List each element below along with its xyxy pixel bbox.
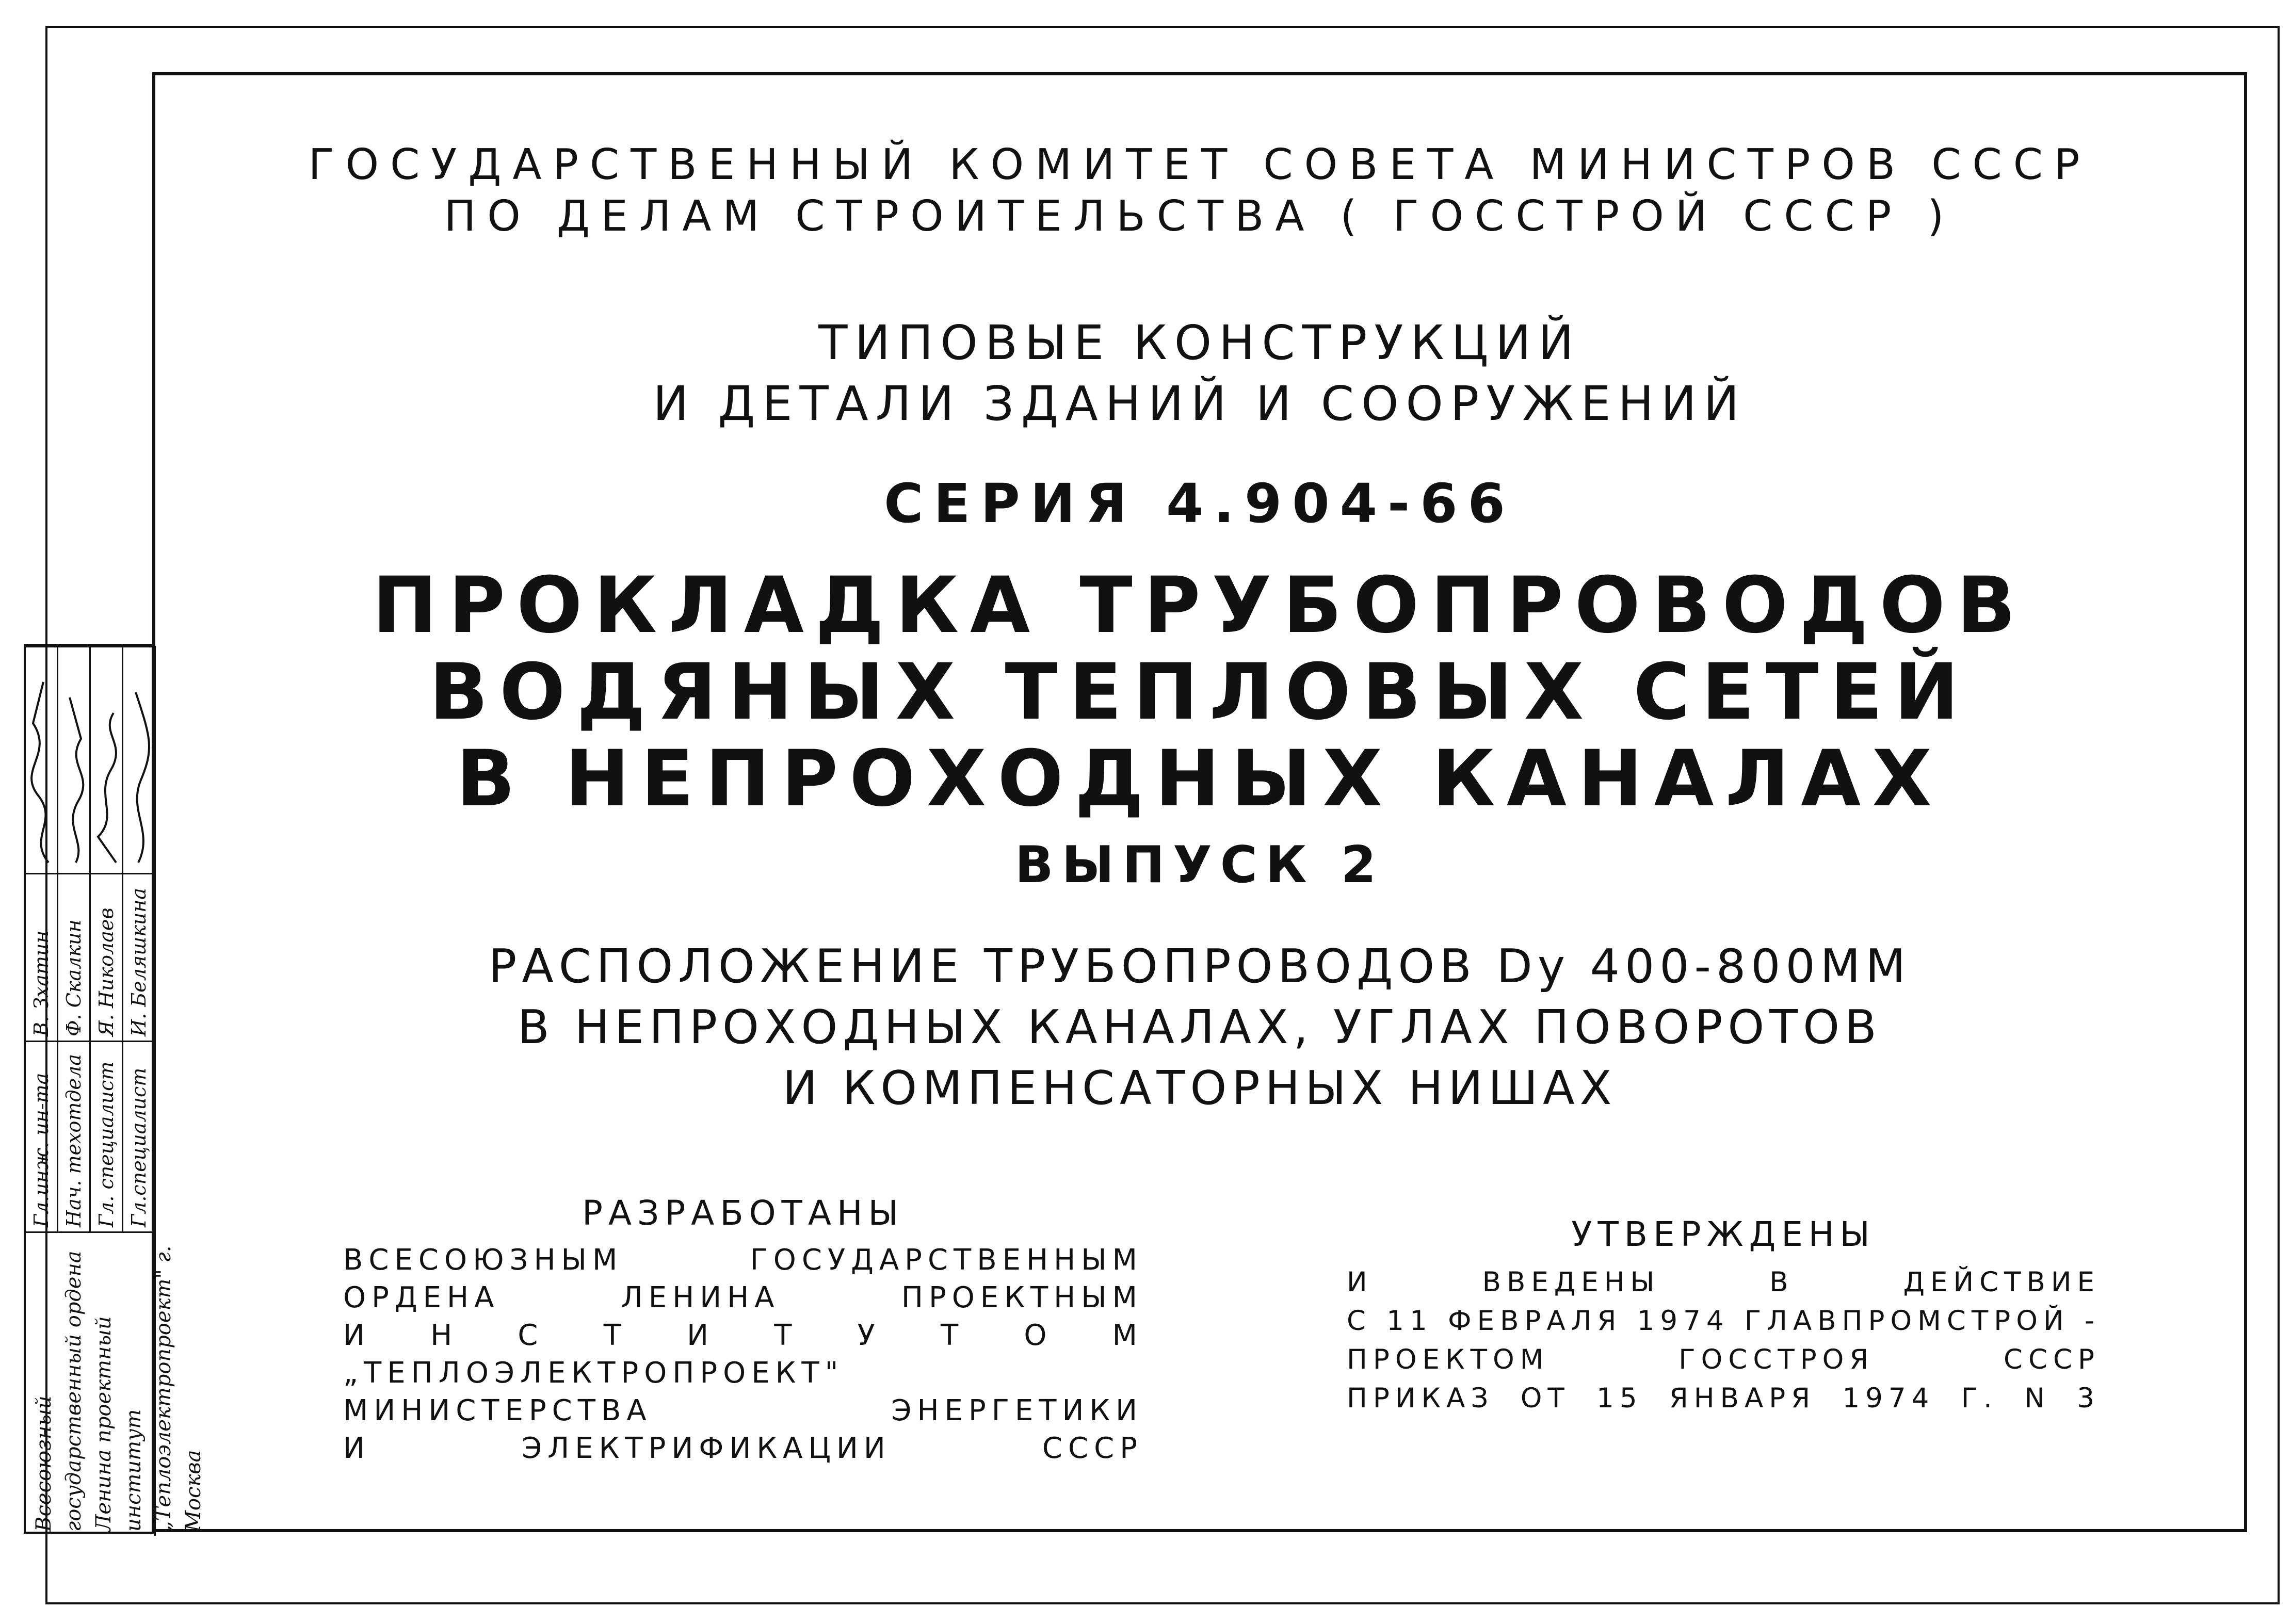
ministry-line-1: ГОСУДАРСТВЕННЫЙ КОМИТЕТ СОВЕТА МИНИСТРОВ СССР (308, 140, 2091, 189)
developed-line: И Н С Т И Т У Т О М (343, 1319, 1143, 1352)
approval-stamp (24, 644, 205, 1534)
subject-line-2: И ДЕТАЛИ ЗДАНИЙ И СООРУЖЕНИЙ (653, 376, 1747, 431)
developed-line: „ТЕПЛОЭЛЕКТРОПРОЕКТ" (343, 1356, 844, 1390)
approved-line: ПРОЕКТОМ ГОССТРОЯ СССР (1347, 1344, 2100, 1375)
stamp-name: Я. Николаев (91, 873, 123, 1041)
stamp-name: В. Зхатин (26, 873, 58, 1041)
stamp-signature (123, 646, 156, 873)
stamp-position: Гл.специалист (123, 1041, 156, 1231)
approved-line: ПРИКАЗ ОТ 15 ЯНВАРЯ 1974 Г. N 3 (1347, 1383, 2100, 1414)
stamp-name: Ф. Скалкин (58, 873, 91, 1041)
stamp-organization: Всесоюзный государственный ордена Ленина проектный институт „Теплоэлектропроект" г. Москва (26, 1231, 156, 1536)
description-line-1: РАСПОЛОЖЕНИЕ ТРУБОПРОВОДОВ Dу 400-800ММ (488, 939, 1911, 994)
approved-block (1347, 1215, 2100, 1418)
ministry-header (152, 139, 2247, 242)
document-title (152, 562, 2247, 822)
stamp-name: И. Беляшкина (123, 873, 156, 1041)
developed-by-block (343, 1194, 1143, 1467)
issue-description (152, 936, 2247, 1119)
subject-heading (152, 315, 2247, 432)
approved-line: С 11 ФЕВРАЛЯ 1974 ГЛАВПРОМСТРОЙ - (1347, 1305, 2100, 1337)
developed-line: МИНИСТЕРСТВА ЭНЕРГЕТИКИ (343, 1394, 1143, 1427)
ministry-line-2: ПО ДЕЛАМ СТРОИТЕЛЬСТВА ( ГОССТРОЙ СССР ) (444, 192, 1956, 241)
stamp-signature (58, 646, 91, 873)
title-line-3: В НЕПРОХОДНЫХ КАНАЛАХ (456, 734, 1943, 824)
developed-line: ОРДЕНА ЛЕНИНА ПРОЕКТНЫМ (343, 1281, 1143, 1314)
stamp-position: Гл. специалист (91, 1041, 123, 1231)
description-line-2: В НЕПРОХОДНЫХ КАНАЛАХ, УГЛАХ ПОВОРОТОВ (518, 1000, 1882, 1054)
description-line-3: И КОМПЕНСАТОРНЫХ НИШАХ (782, 1061, 1617, 1115)
stamp-position: Нач. техотдела (58, 1041, 91, 1231)
series-number: СЕРИЯ 4.904-66 (884, 472, 1515, 535)
approved-heading: УТВЕРЖДЕНЫ (1571, 1214, 1876, 1254)
developed-line: ВСЕСОЮЗНЫМ ГОСУДАРСТВЕННЫМ (343, 1243, 1143, 1277)
stamp-signature (26, 646, 58, 873)
developed-line: И ЭЛЕКТРИФИКАЦИИ СССР (343, 1432, 1143, 1465)
stamp-signature (91, 646, 123, 873)
title-line-2: ВОДЯНЫХ ТЕПЛОВЫХ СЕТЕЙ (429, 647, 1971, 737)
issue-number: ВЫПУСК 2 (1014, 836, 1385, 895)
stamp-position: Гл.инж. ин-та (26, 1041, 58, 1231)
subject-line-1: ТИПОВЫЕ КОНСТРУКЦИЙ (818, 315, 1581, 370)
approved-line: И ВВЕДЕНЫ В ДЕЙСТВИЕ (1347, 1266, 2100, 1298)
developed-heading: РАЗРАБОТАНЫ (582, 1193, 904, 1233)
title-line-1: ПРОКЛАДКА ТРУБОПРОВОДОВ (372, 561, 2027, 651)
